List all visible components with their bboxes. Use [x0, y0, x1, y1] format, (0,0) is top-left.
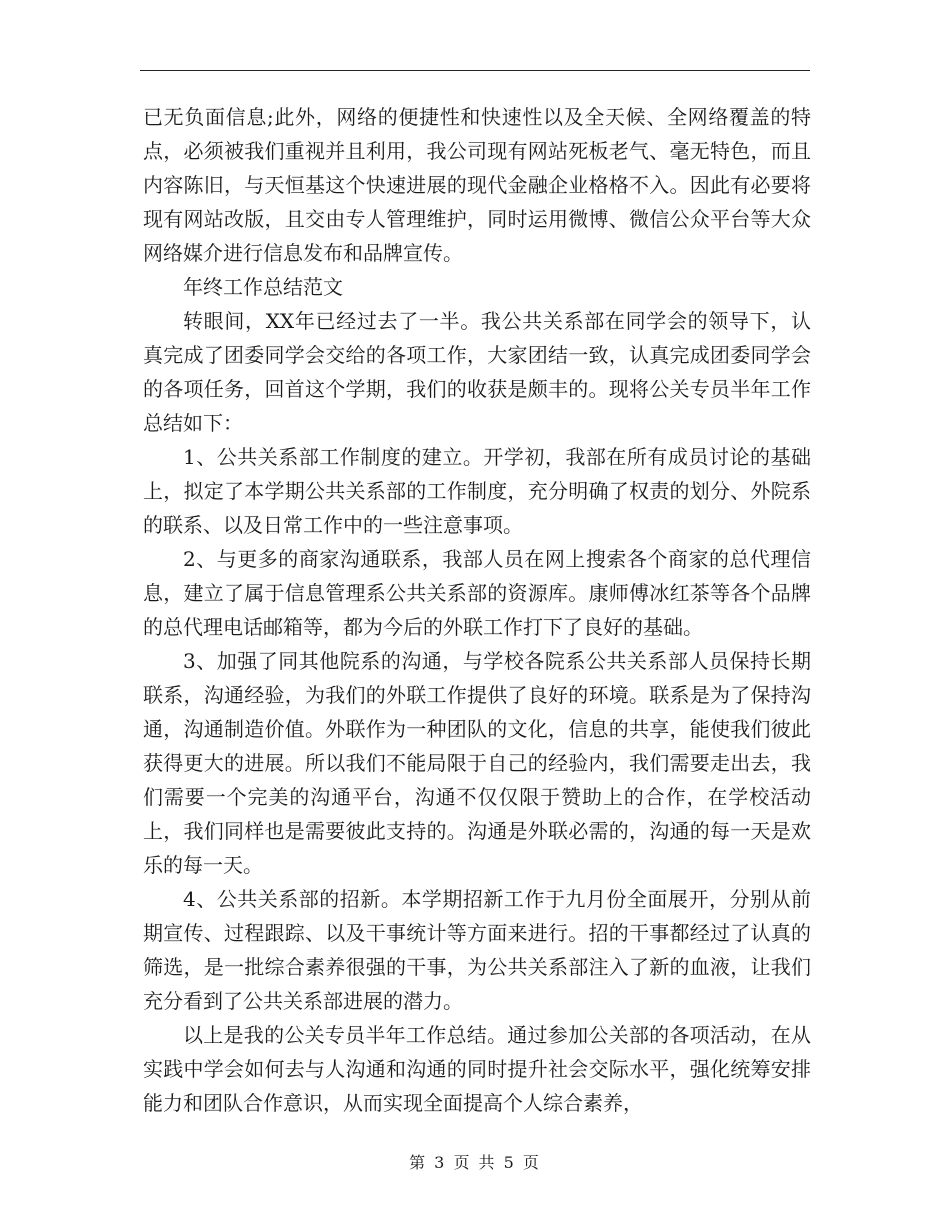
paragraph-continuation: 已无负面信息;此外，网络的便捷性和快速性以及全天候、全网络覆盖的特点，必须被我们重视并且利用，我公司现有网站死板老气、毫无特色，而且内容陈旧，与天恒基这个快速进展的现代金融企业格格不入。因此有必要将现有网站改版，且交由专人管理维护，同时运用微博、微信公众平台等大众网络媒介进行信息发布和品牌宣传。 — [143, 105, 811, 265]
paragraph-item-1: 1、公共关系部工作制度的建立。开学初，我部在所有成员讨论的基础上，拟定了本学期公共关系部的工作制度，充分明确了权责的划分、外院系的联系、以及日常工作中的一些注意事项。 — [143, 445, 811, 537]
section-heading: 年终工作总结范文 — [183, 275, 343, 299]
document-body — [143, 100, 811, 1120]
paragraph-intro: 转眼间，XX年已经过去了一半。我公共关系部在同学会的领导下，认真完成了团委同学会交给的各项工作，大家团结一致，认真完成团委同学会的各项任务，回首这个学期，我们的收获是颇丰的。现将公关专员半年工作总结如下： — [143, 309, 811, 435]
page-number: 第 3 页 共 5 页 — [409, 1153, 541, 1172]
paragraph-item-2: 2、与更多的商家沟通联系，我部人员在网上搜索各个商家的总代理信息，建立了属于信息管理系公共关系部的资源库。康师傅冰红茶等各个品牌的总代理电话邮箱等，都为今后的外联工作打下了良好的基础。 — [143, 547, 811, 639]
header-rule — [140, 70, 810, 71]
paragraph-item-4: 4、公共关系部的招新。本学期招新工作于九月份全面展开，分别从前期宣传、过程跟踪、以及干事统计等方面来进行。招的干事都经过了认真的筛选，是一批综合素养很强的干事，为公共关系部注入了新的血液，让我们充分看到了公共关系部进展的潜力。 — [143, 887, 811, 1013]
paragraph-conclusion: 以上是我的公关专员半年工作总结。通过参加公关部的各项活动，在从实践中学会如何去与人沟通和沟通的同时提升社会交际水平，强化统筹安排能力和团队合作意识，从而实现全面提高个人综合素养， — [143, 1023, 811, 1115]
paragraph-item-3: 3、加强了同其他院系的沟通，与学校各院系公共关系部人员保持长期联系，沟通经验，为我们的外联工作提供了良好的环境。联系是为了保持沟通，沟通制造价值。外联作为一种团队的文化，信息的共享，能使我们彼此获得更大的进展。所以我们不能局限于自己的经验内，我们需要走出去，我们需要一个完美的沟通平台，沟通不仅仅限于赞助上的合作，在学校活动上，我们同样也是需要彼此支持的。沟通是外联必需的，沟通的每一天是欢乐的每一天。 — [143, 649, 811, 877]
